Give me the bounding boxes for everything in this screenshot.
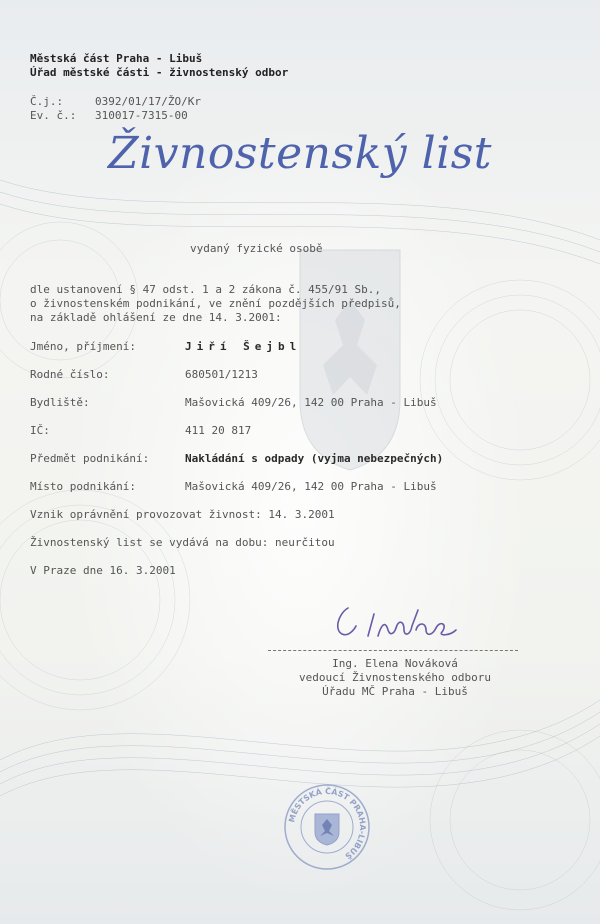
birth-number-value: 680501/1213 [185, 368, 258, 381]
address-value: Mašovická 409/26, 142 00 Praha - Libuš [185, 396, 437, 409]
business-place-label: Místo podnikání: [30, 480, 136, 493]
preamble-line-1: dle ustanovení § 47 odst. 1 a 2 zákona č. 455/91 Sb., [30, 283, 381, 296]
document-title: Živnostenský list [108, 128, 492, 179]
ev-value: 310017-7315-00 [95, 109, 188, 122]
cj-label: Č.j.: [30, 95, 64, 108]
ic-value: 411 20 817 [185, 424, 252, 437]
signatory-name: Ing. Elena Nováková [332, 657, 458, 670]
address-label: Bydliště: [30, 396, 90, 409]
signatory-role-1: vedoucí Živnostenského odboru [298, 671, 492, 684]
origin-of-authorization: Vznik oprávnění provozovat živnost: 14. 3.2001 [30, 508, 335, 521]
authority-name: Městská část Praha - Libuš [30, 52, 203, 65]
cj-value: 0392/01/17/ŽO/Kr [95, 95, 201, 108]
document-subtitle: vydaný fyzické osobě [190, 242, 323, 255]
stamp-text: MĚSTSKÁ ČÁST PRAHA-LIBUŠ [287, 786, 368, 861]
office-name: Úřad městské části - živnostenský odbor [30, 66, 289, 79]
ic-label: IČ: [30, 424, 50, 437]
birth-number-label: Rodné číslo: [30, 368, 110, 381]
official-stamp [282, 782, 372, 872]
name-label: Jméno, příjmení: [30, 340, 136, 353]
name-value: Jiří Šejbl [185, 340, 302, 353]
business-place-value: Mašovická 409/26, 142 00 Praha - Libuš [185, 480, 437, 493]
business-subject-value: Nakládání s odpady (vyjma nebezpečných) [185, 452, 444, 465]
signature-line [268, 650, 518, 651]
duration-line: Živnostenský list se vydává na dobu: neurčitou [30, 536, 335, 549]
preamble-line-3: na základě ohlášení ze dne 14. 3.2001: [30, 311, 282, 324]
business-subject-label: Předmět podnikání: [30, 452, 150, 465]
handwritten-signature [330, 600, 470, 645]
issue-date-line: V Praze dne 16. 3.2001 [30, 564, 176, 577]
ev-label: Ev. č.: [30, 109, 77, 122]
signatory-role-2: Úřadu MČ Praha - Libuš [322, 685, 468, 698]
preamble-line-2: o živnostenském podnikání, ve znění pozdějších předpisů, [30, 297, 401, 310]
